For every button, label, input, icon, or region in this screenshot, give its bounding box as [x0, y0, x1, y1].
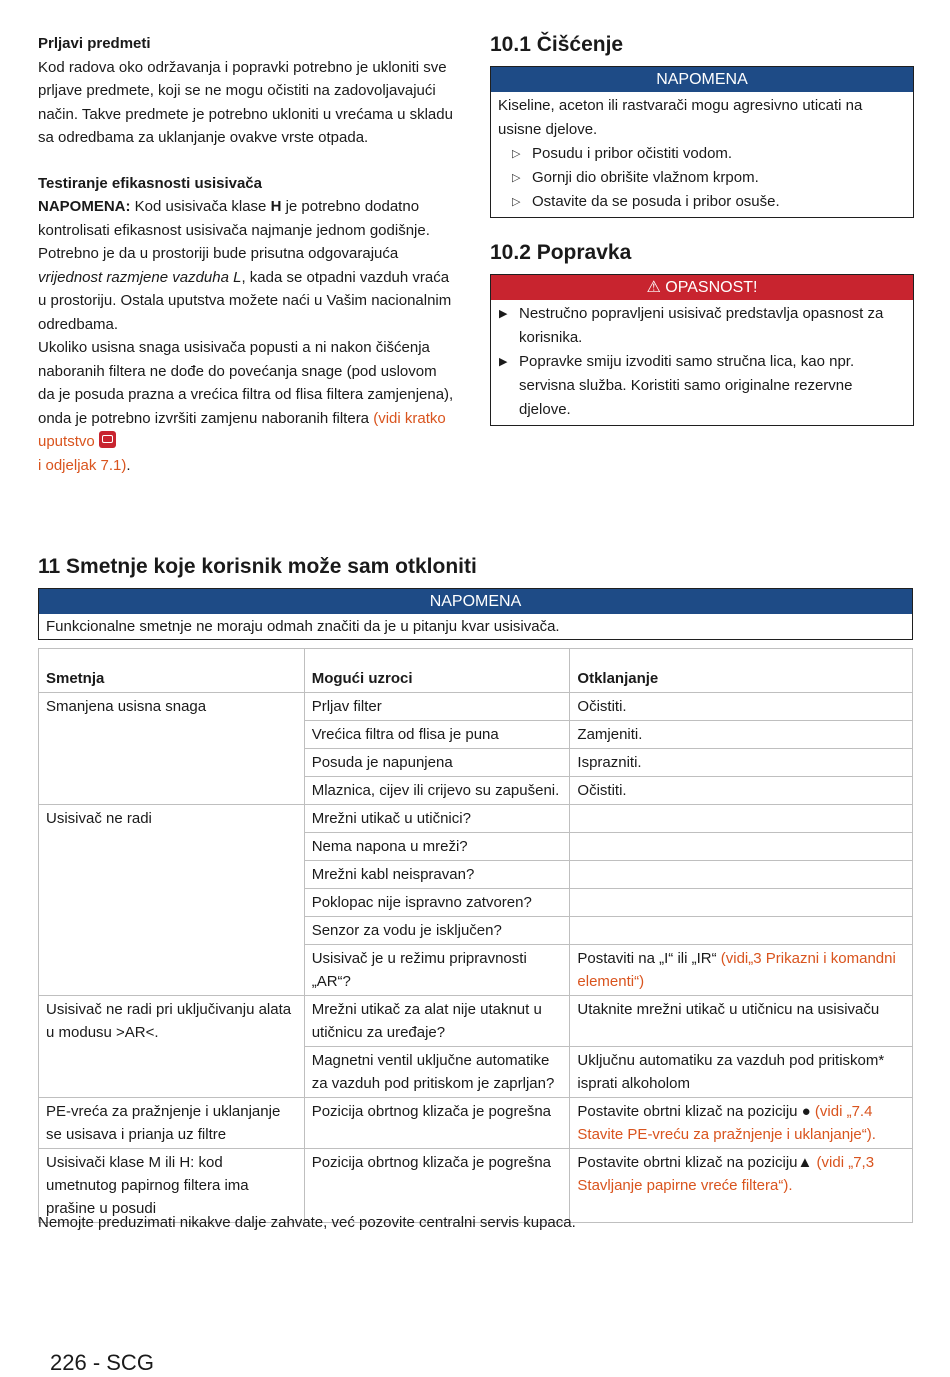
footer-note: Nemojte preduzimati nikakve dalje zahvate, već pozovite centralni servis kupaca. [38, 1214, 576, 1231]
airflow-paragraph [38, 242, 456, 336]
airflow-text-2: , kada se otpadni vazduh vraća u prostoriju. Ostala uputstva možete naći u Vašim nacionalnim odredbama. [38, 268, 452, 333]
bullet-arrow-icon: ▶ [499, 356, 508, 368]
cause-cell: Prljav filter [304, 693, 570, 721]
table-row [39, 1098, 913, 1149]
fix-cell [570, 945, 913, 996]
fix-text: Postavite obrtni klizač na poziciju ● [577, 1103, 815, 1120]
suction-paragraph [38, 336, 456, 477]
cause-cell: Mrežni utikač u utičnici? [304, 805, 570, 833]
cleaning-step-text: Ostavite da se posuda i pribor osuše. [532, 193, 780, 210]
fix-text: Očistiti. [577, 698, 627, 715]
dirty-items-heading: Prljavi predmeti [38, 35, 151, 52]
fix-cell [570, 1047, 913, 1098]
fix-text: Isprazniti. [577, 754, 642, 771]
repair-danger-box [490, 274, 914, 426]
fault-cell: PE-vreća za pražnjenje i uklanjanje se usisava i prianja uz filtre [39, 1098, 305, 1149]
page-number: 226 - SCG [50, 1350, 154, 1375]
fault-cell: Usisivači klase M ili H: kod umetnutog papirnog filtera ima prašine u posudi [39, 1149, 305, 1223]
fix-reference-link[interactable]: (vidi „7,3 Stavljanje papirne vreće filtera“). [577, 1154, 875, 1194]
efficiency-note-paragraph [38, 195, 456, 242]
faults-table-body [39, 693, 913, 1223]
table-row [39, 693, 913, 721]
fault-cell: Smanjena usisna snaga [39, 693, 305, 805]
cleaning-title: 10.1 Čišćenje [490, 33, 624, 56]
cleaning-step [498, 142, 906, 166]
troubleshooting-title: 11 Smetnje koje korisnik može sam otkloniti [38, 555, 477, 578]
table-header-row [39, 649, 913, 693]
note-label: NAPOMENA: [38, 198, 131, 215]
fix-cell [570, 777, 913, 805]
fix-reference-link[interactable]: (vidi „7.4 Stavite PE-vreću za pražnjenje i uklanjanje“). [577, 1103, 876, 1143]
fault-cell: Usisivač ne radi pri uključivanju alata u modusu >AR<. [39, 996, 305, 1098]
fix-text: Zamjeniti. [577, 726, 643, 743]
cause-cell: Magnetni ventil uključne automatike za vazduh pod pritiskom je zaprljan? [304, 1047, 570, 1098]
left-column [38, 32, 456, 477]
cleaning-note-box [490, 66, 914, 218]
cause-cell: Poklopac nije ispravno zatvoren? [304, 889, 570, 917]
note-text-1: Kod usisivača klase [130, 198, 271, 215]
cause-cell: Vrećica filtra od flisa je puna [304, 721, 570, 749]
faults-table [38, 648, 913, 1223]
table-row [39, 805, 913, 833]
fault-cell: Usisivač ne radi [39, 805, 305, 996]
fix-cell [570, 917, 913, 945]
cause-cell: Posuda je napunjena [304, 749, 570, 777]
header-fault: Smetnja [39, 649, 305, 693]
efficiency-test-heading: Testiranje efikasnosti usisivača [38, 174, 262, 192]
cleaning-step [498, 166, 906, 190]
step-triangle-icon: ▷ [512, 148, 521, 160]
step-triangle-icon: ▷ [512, 196, 521, 208]
danger-head: ⚠ OPASNOST! [491, 275, 913, 300]
short-guide-book-icon [99, 431, 116, 448]
fix-cell [570, 833, 913, 861]
fix-text: Očistiti. [577, 782, 627, 799]
cause-cell: Pozicija obrtnog klizača je pogrešna [304, 1149, 570, 1223]
fix-cell [570, 1149, 913, 1223]
suction-reference[interactable]: (vidi kratko uputstvo [38, 409, 446, 450]
cause-cell: Senzor za vodu je isključen? [304, 917, 570, 945]
cause-cell: Mlaznica, cijev ili crijevo su zapušeni. [304, 777, 570, 805]
cleaning-note-text: Kiseline, aceton ili rastvarači mogu agresivno uticati na usisne djelove. [498, 97, 863, 138]
troubleshooting-note-head: NAPOMENA [39, 589, 912, 614]
repair-title: 10.2 Popravka [490, 241, 632, 264]
fix-text: Utaknite mrežni utikač u utičnicu na usisivaču [577, 1001, 880, 1018]
fix-cell [570, 749, 913, 777]
cleaning-note-head: NAPOMENA [491, 67, 913, 92]
fix-text: Postavite obrtni klizač na poziciju▲ [577, 1154, 817, 1171]
fix-text: Postaviti na „I“ ili „IR“ [577, 950, 721, 967]
troubleshooting-note-box [38, 588, 913, 640]
note-text-2: je potrebno dodatno kontrolisati efikasnost usisivača najmanje jednom godišnje. [38, 198, 430, 239]
bullet-arrow-icon: ▶ [499, 308, 508, 320]
suction-text: Ukoliko usisna snaga usisivača popusti a ni nakon čišćenja naboranih filtera ne dođe do povećanja snage (pod uslovom da je posuda prazna a vrećica filtra od flisa filtera zamjenjena), onda je potrebno izvršiti zamjenu naboranih filtera [38, 339, 454, 427]
danger-item [499, 302, 906, 350]
fix-cell [570, 996, 913, 1047]
cleaning-step-text: Posudu i pribor očistiti vodom. [532, 145, 733, 162]
step-triangle-icon: ▷ [512, 172, 521, 184]
cause-cell: Usisivač je u režimu pripravnosti „AR“? [304, 945, 570, 996]
suction-reference-2[interactable]: i odjeljak 7.1) [38, 456, 127, 474]
cause-cell: Mrežni kabl neispravan? [304, 861, 570, 889]
fix-cell [570, 889, 913, 917]
danger-item [499, 350, 906, 422]
fix-cell [570, 1098, 913, 1149]
suction-end: . [126, 456, 131, 474]
fix-cell [570, 721, 913, 749]
fix-cell [570, 693, 913, 721]
airflow-italic: vrijednost razmjene vazduha L [38, 268, 242, 286]
note-class-h: H [270, 198, 282, 215]
dirty-items-text: Kod radova oko održavanja i popravki potrebno je ukloniti sve prljave predmete, koji se ne mogu očistiti na zadovoljavajući način. Takve predmete je potrebno ukloniti u vrećama u skladu sa odredbama za uklanjanje ovakve vrste otpada. [38, 58, 453, 146]
troubleshooting-note-text: Funkcionalne smetnje ne moraju odmah značiti da je u pitanju kvar usisivača. [46, 618, 560, 635]
danger-body [491, 300, 913, 425]
troubleshooting-section [38, 554, 913, 1223]
right-column [490, 32, 914, 426]
cleaning-note-body [491, 92, 913, 217]
table-row [39, 996, 913, 1047]
cause-cell: Pozicija obrtnog klizača je pogrešna [304, 1098, 570, 1149]
fix-cell [570, 805, 913, 833]
fix-text: Uključnu automatiku za vazduh pod pritiskom* isprati alkoholom [577, 1052, 885, 1092]
airflow-text-1: Potrebno je da u prostoriji bude prisutna odgovarajuća [38, 245, 399, 262]
cause-cell: Nema napona u mreži? [304, 833, 570, 861]
header-fix: Otklanjanje [570, 649, 913, 693]
danger-item-text: Nestručno popravljeni usisivač predstavlja opasnost za korisnika. [519, 305, 884, 346]
danger-item-text: Popravke smiju izvoditi samo stručna lica, kao npr. servisna služba. Koristiti samo originalne rezervne djelove. [519, 353, 855, 418]
cleaning-step-text: Gornji dio obrišite vlažnom krpom. [532, 169, 759, 186]
fix-reference-link[interactable]: (vidi„3 Prikazni i komandni elementi“) [577, 950, 896, 990]
cleaning-step [498, 190, 906, 214]
fix-cell [570, 861, 913, 889]
cause-cell: Mrežni utikač za alat nije utaknut u utičnicu za uređaje? [304, 996, 570, 1047]
header-cause: Mogući uzroci [304, 649, 570, 693]
